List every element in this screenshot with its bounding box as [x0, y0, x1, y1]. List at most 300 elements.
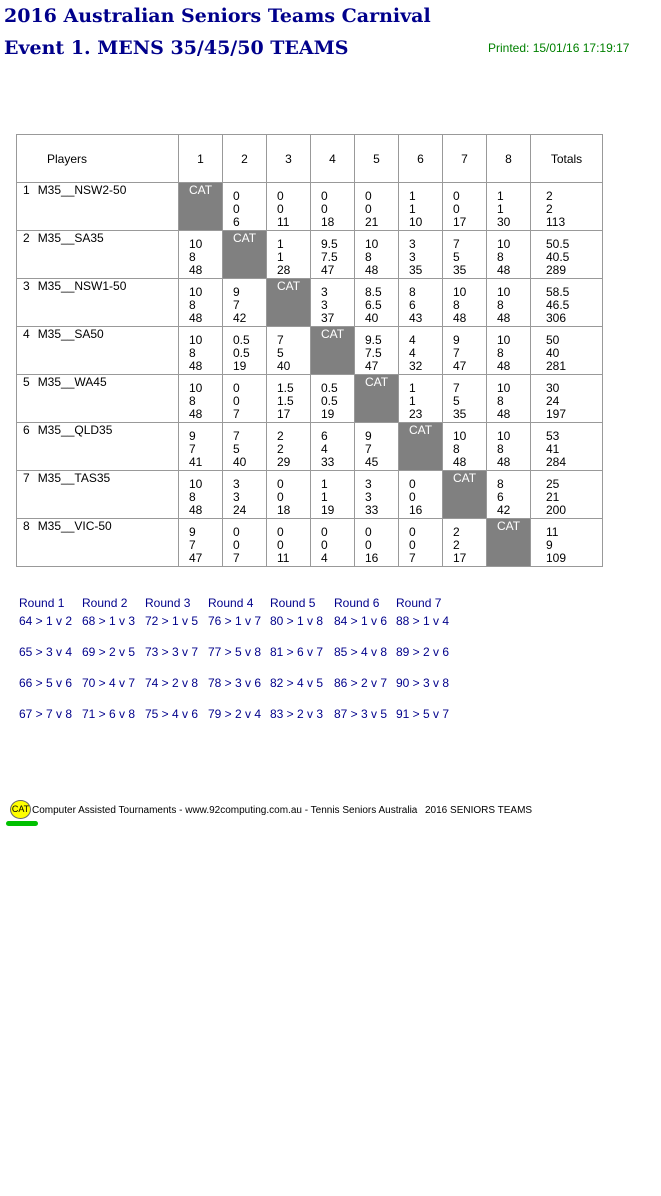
match-entry: 68 > 1 v 3	[82, 614, 136, 628]
printed-timestamp: Printed: 15/01/16 17:19:17	[488, 41, 630, 55]
score-value: 7	[453, 381, 460, 395]
score-value: 0	[233, 381, 240, 395]
score-value: 11	[277, 215, 290, 229]
score-cell	[355, 423, 399, 471]
match-entry: 69 > 2 v 5	[82, 645, 136, 659]
score-value: 5	[233, 442, 240, 456]
footer-credit: Computer Assisted Tournaments - www.92computing.com.au - Tennis Seniors Australia	[32, 805, 418, 816]
score-cell	[223, 471, 267, 519]
score-value: 8.5	[365, 285, 382, 299]
score-value: 47	[365, 359, 379, 373]
score-cell	[355, 327, 399, 375]
score-value: 9	[189, 429, 196, 443]
score-cell	[355, 471, 399, 519]
totals-header: Totals	[531, 135, 603, 183]
score-value: 9	[233, 285, 240, 299]
score-value: 10	[497, 285, 511, 299]
score-value: 16	[409, 503, 423, 517]
totals-cell	[531, 375, 603, 423]
player-label: M35__TAS35	[37, 471, 111, 485]
score-value: 48	[365, 263, 379, 277]
totals-cell	[531, 471, 603, 519]
score-cell	[267, 471, 311, 519]
score-value: 10	[189, 381, 203, 395]
score-value: 1	[321, 490, 328, 504]
score-value: 1.5	[277, 381, 294, 395]
player-number: 3	[23, 279, 30, 293]
score-cell	[179, 423, 223, 471]
score-cell	[355, 183, 399, 231]
player-name	[17, 279, 179, 327]
score-value: 7	[233, 407, 240, 421]
score-value: 18	[277, 503, 291, 517]
score-cell	[487, 327, 531, 375]
score-value: 35	[409, 263, 423, 277]
score-value: 9	[365, 429, 372, 443]
total-value: 40.5	[546, 250, 570, 264]
score-value: 7	[453, 346, 460, 360]
score-cell	[223, 327, 267, 375]
score-value: 0.5	[233, 346, 250, 360]
score-cell	[399, 327, 443, 375]
score-cell	[223, 183, 267, 231]
score-value: 1	[321, 477, 328, 491]
match-entry: 80 > 1 v 8	[270, 614, 324, 628]
player-name	[17, 471, 179, 519]
total-value: 30	[546, 381, 560, 395]
score-value: 3	[409, 237, 416, 251]
round-column	[270, 595, 333, 721]
score-value: 8	[453, 298, 460, 312]
score-cell	[179, 519, 223, 567]
score-value: 8	[453, 442, 460, 456]
score-value: 8	[189, 490, 196, 504]
cat-cell: CAT	[179, 183, 223, 231]
score-value: 7.5	[365, 346, 382, 360]
round-column	[82, 595, 145, 721]
score-value: 5	[453, 394, 460, 408]
score-value: 1	[277, 250, 284, 264]
score-value: 6	[497, 490, 504, 504]
score-value: 8	[497, 250, 504, 264]
score-cell	[443, 519, 487, 567]
total-value: 21	[546, 490, 560, 504]
score-value: 0	[365, 525, 372, 539]
player-number: 8	[23, 519, 30, 533]
score-cell	[223, 279, 267, 327]
score-value: 43	[409, 311, 423, 325]
score-value: 0	[233, 538, 240, 552]
round-column	[396, 595, 459, 721]
score-value: 10	[409, 215, 423, 229]
score-value: 48	[189, 503, 203, 517]
score-cell	[443, 423, 487, 471]
score-cell	[487, 471, 531, 519]
cat-logo: CAT	[10, 800, 31, 819]
player-name	[17, 519, 179, 567]
score-value: 0	[409, 477, 416, 491]
score-cell	[399, 471, 443, 519]
match-entry: 70 > 4 v 7	[82, 676, 136, 690]
match-entry: 79 > 2 v 4	[208, 707, 262, 721]
total-value: 40	[546, 346, 560, 360]
score-value: 0	[233, 394, 240, 408]
score-value: 24	[233, 503, 247, 517]
score-cell	[267, 519, 311, 567]
score-value: 0	[233, 525, 240, 539]
score-value: 3	[321, 285, 328, 299]
score-value: 2	[453, 525, 460, 539]
score-value: 40	[233, 455, 247, 469]
table-row	[17, 231, 603, 279]
score-value: 48	[453, 311, 467, 325]
match-entry: 76 > 1 v 7	[208, 614, 262, 628]
total-value: 197	[546, 407, 567, 421]
column-header: 7	[443, 135, 487, 183]
table-row	[17, 375, 603, 423]
score-value: 8	[409, 285, 416, 299]
score-value: 29	[277, 455, 291, 469]
column-header: 4	[311, 135, 355, 183]
score-cell	[487, 423, 531, 471]
total-value: 58.5	[546, 285, 570, 299]
score-value: 10	[453, 285, 467, 299]
score-value: 0	[277, 525, 284, 539]
round-label: Round 5	[270, 596, 316, 610]
score-value: 1	[409, 202, 416, 216]
totals-cell	[531, 279, 603, 327]
score-value: 45	[365, 455, 379, 469]
column-header: 6	[399, 135, 443, 183]
score-value: 0.5	[233, 333, 250, 347]
total-value: 25	[546, 477, 560, 491]
score-value: 3	[365, 490, 372, 504]
score-cell	[399, 183, 443, 231]
score-value: 1	[497, 189, 504, 203]
column-header: 5	[355, 135, 399, 183]
score-value: 19	[321, 503, 335, 517]
score-value: 7	[189, 442, 196, 456]
score-value: 48	[189, 407, 203, 421]
score-value: 8	[497, 442, 504, 456]
score-value: 4	[409, 346, 416, 360]
score-value: 48	[497, 407, 511, 421]
score-value: 5	[453, 250, 460, 264]
score-value: 2	[277, 442, 284, 456]
score-value: 4	[321, 442, 328, 456]
grid-header-row	[17, 135, 603, 183]
score-value: 19	[233, 359, 247, 373]
score-value: 0	[453, 189, 460, 203]
score-value: 0.5	[321, 381, 338, 395]
score-value: 10	[497, 333, 511, 347]
score-cell	[487, 279, 531, 327]
score-cell	[267, 423, 311, 471]
player-label: M35__VIC-50	[37, 519, 112, 533]
round-column	[19, 595, 82, 721]
score-value: 8	[189, 298, 196, 312]
score-value: 0	[233, 202, 240, 216]
round-label: Round 6	[334, 596, 380, 610]
table-row	[17, 423, 603, 471]
score-value: 30	[497, 215, 511, 229]
score-value: 0	[233, 189, 240, 203]
match-entry: 81 > 6 v 7	[270, 645, 324, 659]
round-label: Round 7	[396, 596, 442, 610]
totals-cell	[531, 327, 603, 375]
score-value: 0	[277, 490, 284, 504]
total-value: 2	[546, 189, 553, 203]
score-value: 23	[409, 407, 423, 421]
total-value: 46.5	[546, 298, 570, 312]
score-value: 47	[453, 359, 467, 373]
score-value: 3	[233, 490, 240, 504]
score-value: 1	[409, 394, 416, 408]
cat-cell: CAT	[399, 423, 443, 471]
round-label: Round 3	[145, 596, 191, 610]
score-value: 48	[189, 263, 203, 277]
match-entry: 74 > 2 v 8	[145, 676, 199, 690]
score-value: 33	[321, 455, 335, 469]
score-value: 7	[233, 429, 240, 443]
player-name	[17, 231, 179, 279]
column-header: 3	[267, 135, 311, 183]
score-cell	[223, 519, 267, 567]
score-value: 17	[453, 551, 467, 565]
score-cell	[179, 231, 223, 279]
match-entry: 65 > 3 v 4	[19, 645, 73, 659]
match-entry: 87 > 3 v 5	[334, 707, 388, 721]
table-row	[17, 519, 603, 567]
score-cell	[311, 471, 355, 519]
cat-cell: CAT	[487, 519, 531, 567]
score-value: 8	[365, 250, 372, 264]
score-value: 5	[277, 346, 284, 360]
player-label: M35__SA50	[37, 327, 104, 341]
total-value: 109	[546, 551, 567, 565]
score-value: 7.5	[321, 250, 338, 264]
score-cell	[399, 231, 443, 279]
score-value: 0.5	[321, 394, 338, 408]
score-value: 0	[409, 525, 416, 539]
score-value: 3	[365, 477, 372, 491]
score-value: 10	[453, 429, 467, 443]
score-value: 8	[189, 346, 196, 360]
score-cell	[267, 183, 311, 231]
score-value: 0	[365, 538, 372, 552]
score-value: 48	[497, 263, 511, 277]
score-value: 6	[409, 298, 416, 312]
score-value: 7	[365, 442, 372, 456]
score-value: 21	[365, 215, 379, 229]
score-cell	[179, 375, 223, 423]
round-label: Round 1	[19, 596, 65, 610]
page-title: 2016 Australian Seniors Teams Carnival	[4, 5, 431, 27]
score-value: 8	[497, 346, 504, 360]
score-value: 11	[277, 551, 290, 565]
score-value: 10	[189, 477, 203, 491]
total-value: 9	[546, 538, 553, 552]
score-value: 7	[189, 538, 196, 552]
score-value: 35	[453, 407, 467, 421]
match-entry: 90 > 3 v 8	[396, 676, 450, 690]
player-number: 4	[23, 327, 30, 341]
score-value: 48	[189, 359, 203, 373]
score-value: 40	[277, 359, 291, 373]
players-header: Players	[17, 135, 179, 183]
total-value: 50	[546, 333, 560, 347]
total-value: 284	[546, 455, 567, 469]
player-label: M35__SA35	[37, 231, 104, 245]
score-value: 48	[497, 311, 511, 325]
score-value: 4	[321, 551, 328, 565]
score-value: 8	[497, 477, 504, 491]
score-value: 48	[497, 455, 511, 469]
score-value: 10	[189, 285, 203, 299]
score-value: 0	[409, 490, 416, 504]
score-value: 17	[453, 215, 467, 229]
match-entry: 72 > 1 v 5	[145, 614, 199, 628]
round-column	[145, 595, 208, 721]
match-entry: 66 > 5 v 6	[19, 676, 73, 690]
score-value: 7	[277, 333, 284, 347]
score-value: 42	[497, 503, 511, 517]
score-cell	[267, 375, 311, 423]
total-value: 50.5	[546, 237, 570, 251]
score-value: 8	[497, 298, 504, 312]
total-value: 11	[546, 525, 559, 539]
total-value: 24	[546, 394, 560, 408]
totals-cell	[531, 519, 603, 567]
score-value: 33	[365, 503, 379, 517]
score-cell	[179, 471, 223, 519]
score-value: 6.5	[365, 298, 382, 312]
match-entry: 64 > 1 v 2	[19, 614, 73, 628]
event-title: Event 1. MENS 35/45/50 TEAMS	[4, 37, 349, 59]
totals-cell	[531, 231, 603, 279]
score-cell	[355, 519, 399, 567]
round-column	[208, 595, 271, 721]
score-cell	[487, 183, 531, 231]
player-name	[17, 423, 179, 471]
logo-underline	[6, 821, 38, 826]
score-value: 4	[409, 333, 416, 347]
score-value: 19	[321, 407, 335, 421]
round-column	[334, 595, 397, 721]
cat-cell: CAT	[443, 471, 487, 519]
round-label: Round 4	[208, 596, 254, 610]
table-row	[17, 183, 603, 231]
score-value: 9.5	[365, 333, 382, 347]
player-number: 1	[23, 183, 30, 197]
cat-cell: CAT	[267, 279, 311, 327]
score-value: 0	[321, 525, 328, 539]
column-header: 2	[223, 135, 267, 183]
score-value: 3	[321, 298, 328, 312]
score-value: 48	[189, 311, 203, 325]
score-value: 48	[453, 455, 467, 469]
player-number: 7	[23, 471, 30, 485]
cat-cell: CAT	[355, 375, 399, 423]
score-value: 10	[497, 237, 511, 251]
score-value: 8	[189, 250, 196, 264]
score-cell	[487, 375, 531, 423]
score-cell	[311, 423, 355, 471]
match-entry: 88 > 1 v 4	[396, 614, 450, 628]
score-cell	[399, 375, 443, 423]
score-value: 0	[409, 538, 416, 552]
total-value: 53	[546, 429, 560, 443]
score-cell	[179, 327, 223, 375]
match-entry: 73 > 3 v 7	[145, 645, 199, 659]
player-number: 2	[23, 231, 30, 245]
score-value: 1	[277, 237, 284, 251]
match-entry: 85 > 4 v 8	[334, 645, 388, 659]
score-value: 1	[409, 381, 416, 395]
score-value: 7	[233, 551, 240, 565]
score-cell	[355, 279, 399, 327]
score-cell	[399, 519, 443, 567]
score-value: 18	[321, 215, 335, 229]
player-number: 5	[23, 375, 30, 389]
player-label: M35__NSW2-50	[37, 183, 127, 197]
score-value: 16	[365, 551, 379, 565]
score-cell	[443, 183, 487, 231]
score-value: 3	[409, 250, 416, 264]
footer-tag: 2016 SENIORS TEAMS	[425, 805, 533, 816]
score-value: 2	[277, 429, 284, 443]
score-cell	[267, 327, 311, 375]
table-row	[17, 471, 603, 519]
score-value: 6	[321, 429, 328, 443]
score-value: 0	[321, 202, 328, 216]
score-value: 9	[453, 333, 460, 347]
total-value: 289	[546, 263, 567, 277]
results-grid	[16, 134, 603, 567]
total-value: 2	[546, 202, 553, 216]
player-label: M35__NSW1-50	[37, 279, 127, 293]
score-value: 0	[277, 538, 284, 552]
score-value: 10	[497, 381, 511, 395]
player-number: 6	[23, 423, 30, 437]
player-label: M35__WA45	[37, 375, 107, 389]
score-value: 7	[233, 298, 240, 312]
score-value: 10	[365, 237, 379, 251]
cat-cell: CAT	[311, 327, 355, 375]
score-value: 0	[321, 189, 328, 203]
score-value: 17	[277, 407, 291, 421]
score-value: 6	[233, 215, 240, 229]
score-value: 8	[497, 394, 504, 408]
score-value: 8	[189, 394, 196, 408]
score-value: 42	[233, 311, 247, 325]
total-value: 306	[546, 311, 567, 325]
cat-cell: CAT	[223, 231, 267, 279]
score-value: 47	[321, 263, 335, 277]
score-cell	[179, 279, 223, 327]
match-entry: 86 > 2 v 7	[334, 676, 388, 690]
score-value: 7	[453, 237, 460, 251]
match-entry: 84 > 1 v 6	[334, 614, 388, 628]
total-value: 113	[546, 215, 566, 229]
score-value: 48	[497, 359, 511, 373]
score-cell	[443, 375, 487, 423]
score-cell	[223, 375, 267, 423]
player-name	[17, 375, 179, 423]
score-value: 28	[277, 263, 291, 277]
score-value: 32	[409, 359, 423, 373]
score-value: 41	[189, 455, 203, 469]
